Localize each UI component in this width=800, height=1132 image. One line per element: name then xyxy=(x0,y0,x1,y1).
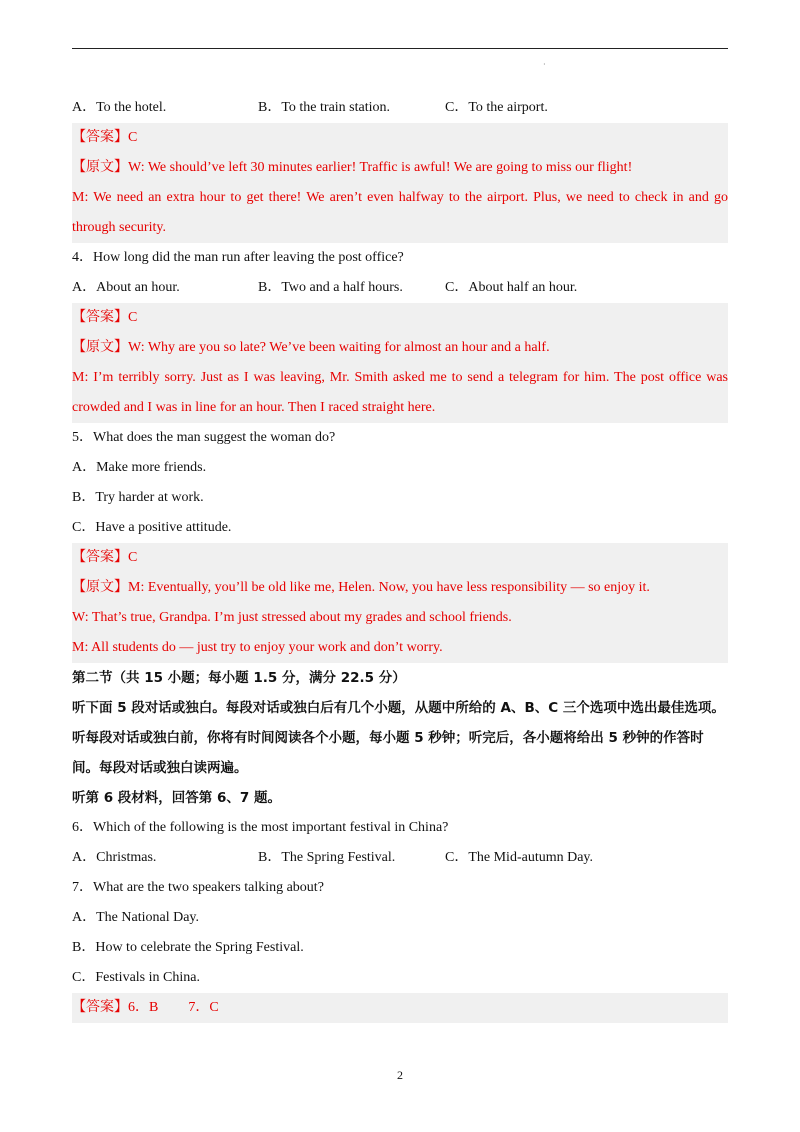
q4-answer-block xyxy=(72,303,728,423)
q3-original-line-2: M: We need an extra hour to get there! We aren’t even halfway to the airport. Plus, we need to check in and go xyxy=(72,190,728,205)
q4-question: 4．How long did the man run after leaving the post office? xyxy=(72,250,404,265)
q3-options xyxy=(72,93,728,123)
section2-instruction-3: 间。每段对话或独白读两遍。 xyxy=(72,760,248,776)
answers-6-7-block xyxy=(72,993,728,1023)
page-content xyxy=(72,93,728,1023)
q5-original-line-2: W: That’s true, Grandpa. I’m just stressed about my grades and school friends. xyxy=(72,610,512,625)
section2-instruction-1: 听下面 5 段对话或独白。每段对话或独白后有几个小题，从题中所给的 A、B、C 三个选项中选出最佳选项。 xyxy=(72,700,725,716)
q3-original-line-3: through security. xyxy=(72,220,166,235)
q5-option-a: A．Make more friends. xyxy=(72,460,207,475)
q5-original-line-1: 【原文】M: Eventually, you’ll be old like me, Helen. Now, you have less responsibility — so enjoy it. xyxy=(72,580,650,595)
q3-answer: 【答案】C xyxy=(72,130,138,145)
header-mark: · xyxy=(543,60,546,69)
section2-material: 听第 6 段材料，回答第 6、7 题。 xyxy=(72,790,281,806)
q4-option-a: A．About an hour. xyxy=(72,280,180,295)
q6-option-a: A．Christmas. xyxy=(72,850,157,865)
q5-answer-block xyxy=(72,543,728,663)
answer-6: 【答案】6．B xyxy=(72,1000,159,1015)
q6-option-b: B．The Spring Festival. xyxy=(258,850,396,865)
q5-question: 5．What does the man suggest the woman do? xyxy=(72,430,336,445)
q5-answer: 【答案】C xyxy=(72,550,138,565)
q3-option-b: B．To the train station. xyxy=(258,100,391,115)
section2-instruction-2: 听每段对话或独白前，你将有时间阅读各个小题，每小题 5 秒钟；听完后，各小题将给出 5 秒钟的作答时 xyxy=(72,730,704,746)
q7-question: 7．What are the two speakers talking about? xyxy=(72,880,324,895)
q6-question: 6．Which of the following is the most important festival in China? xyxy=(72,820,449,835)
q5-original-line-3: M: All students do — just try to enjoy your work and don’t worry. xyxy=(72,640,443,655)
q6-options xyxy=(72,843,728,873)
q7-option-b: B．How to celebrate the Spring Festival. xyxy=(72,940,304,955)
page-number: 2 xyxy=(397,1068,403,1082)
q3-option-c: C．To the airport. xyxy=(445,100,548,115)
answers-6-7 xyxy=(72,993,728,1023)
q4-original-line-2: M: I’m terribly sorry. Just as I was leaving, Mr. Smith asked me to send a telegram for him. The post office was xyxy=(72,370,728,385)
answer-7: 7．C xyxy=(188,1000,219,1015)
q7-option-c: C．Festivals in China. xyxy=(72,970,200,985)
q3-original-line-1: 【原文】W: We should’ve left 30 minutes earlier! Traffic is awful! We are going to miss our flight! xyxy=(72,160,633,175)
q4-answer: 【答案】C xyxy=(72,310,138,325)
q3-option-a: A．To the hotel. xyxy=(72,100,167,115)
header-rule xyxy=(72,48,728,49)
q4-option-c: C．About half an hour. xyxy=(445,280,578,295)
q4-option-b: B．Two and a half hours. xyxy=(258,280,403,295)
q7-option-a: A．The National Day. xyxy=(72,910,199,925)
q4-options xyxy=(72,273,728,303)
section2-heading: 第二节（共 15 小题；每小题 1.5 分，满分 22.5 分） xyxy=(72,670,406,686)
q5-option-c: C．Have a positive attitude. xyxy=(72,520,232,535)
q3-answer-block xyxy=(72,123,728,243)
q4-original-line-1: 【原文】W: Why are you so late? We’ve been waiting for almost an hour and a half. xyxy=(72,340,550,355)
q6-option-c: C．The Mid-autumn Day. xyxy=(445,850,594,865)
q5-option-b: B．Try harder at work. xyxy=(72,490,204,505)
q4-original-line-3: crowded and I was in line for an hour. Then I raced straight here. xyxy=(72,400,436,415)
